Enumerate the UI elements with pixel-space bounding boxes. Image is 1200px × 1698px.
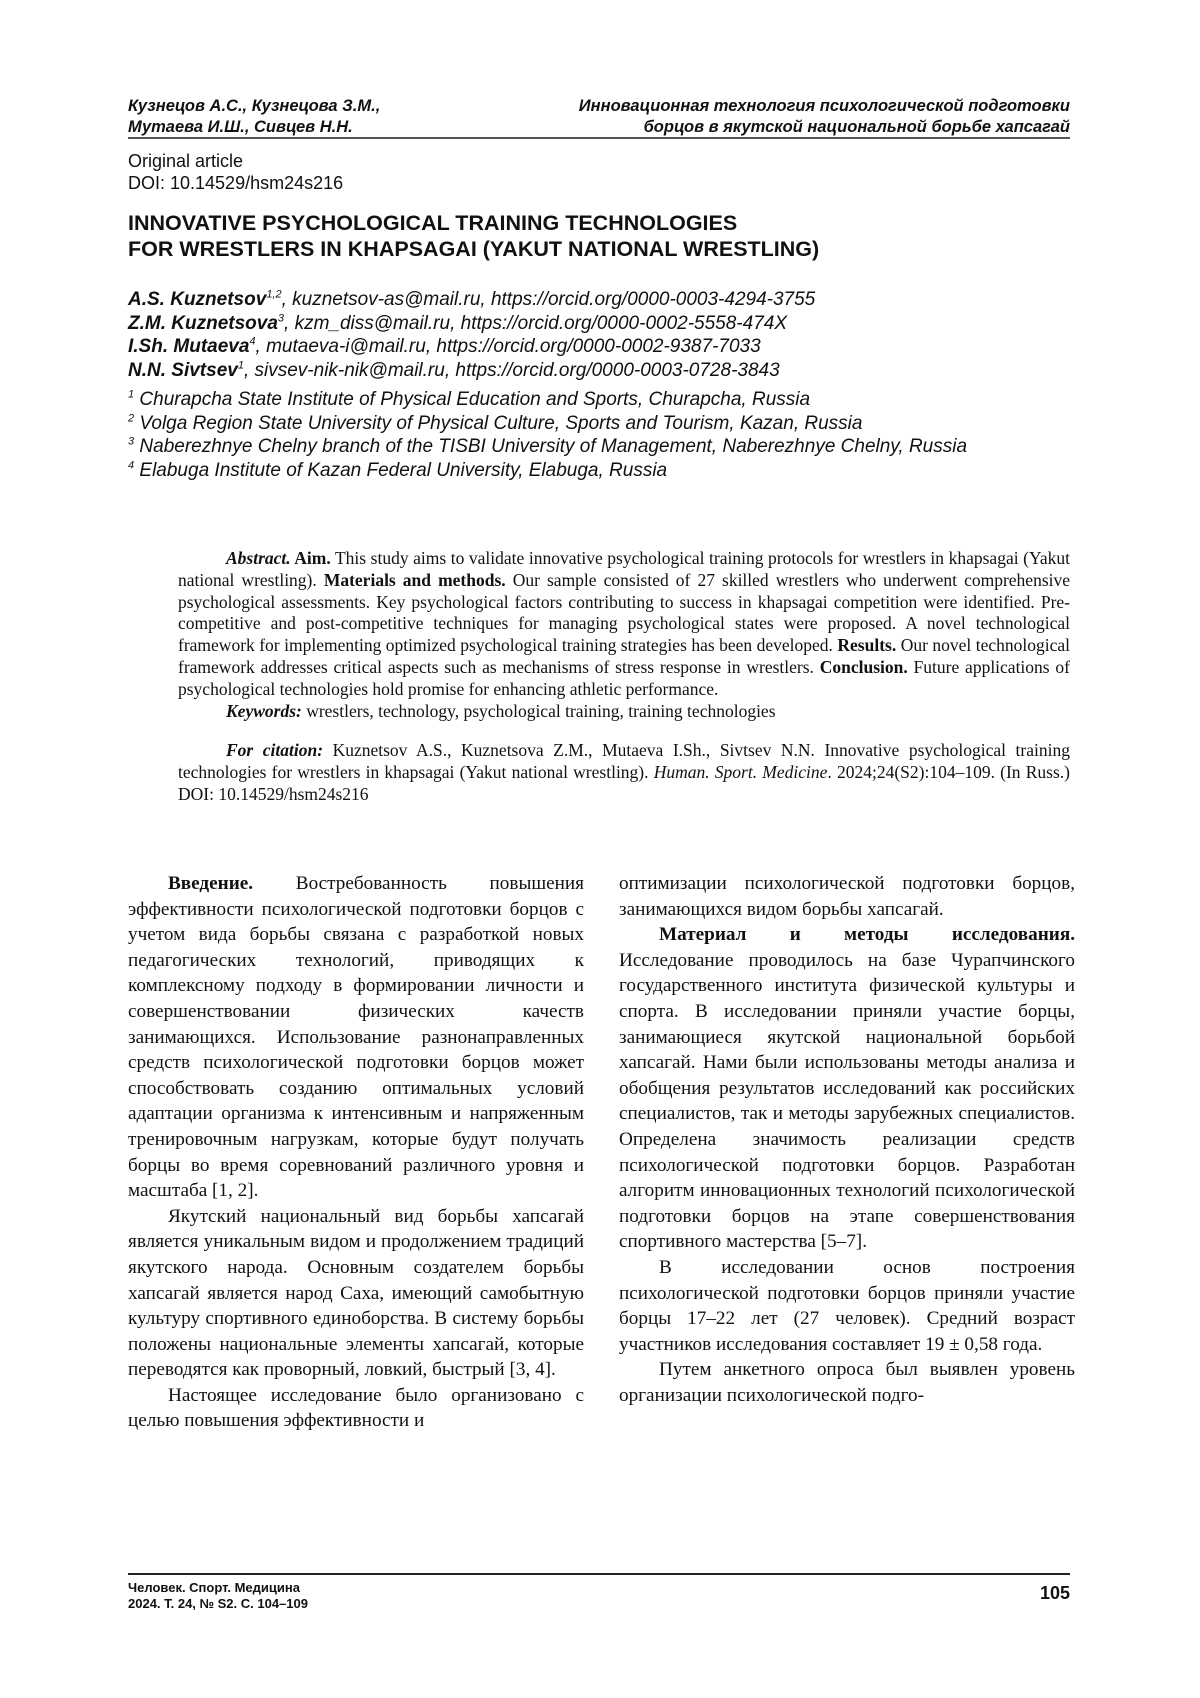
header-line: Кузнецов А.С., Кузнецова З.М.,: [128, 96, 380, 117]
affiliation-num: 1: [128, 389, 134, 401]
abstract-label: Abstract.: [226, 548, 291, 568]
citation-text: Kuznetsov A.S., Kuznetsova Z.M., Mutaeva I.Sh., Sivtsev N.N. Innovative psychological training technologies for wrestlers in khapsagai (Yakut national wrestling).: [178, 740, 1070, 782]
header-line: борцов в якутской национальной борьбе хапсагай: [579, 117, 1070, 138]
title-line: INNOVATIVE PSYCHOLOGICAL TRAINING TECHNOLOGIES: [128, 210, 819, 236]
paragraph: Настоящее исследование было организовано с целью повышения эффективности и: [128, 1383, 584, 1434]
article-meta: [128, 150, 343, 194]
footer-journal: Человек. Спорт. Медицина: [128, 1580, 308, 1596]
paragraph: В исследовании основ построения психологической подготовки борцов приняли участие борцы 17–22 лет (27 человек). Средний возраст участников исследования составляет 19 ± 0,58 года.: [619, 1255, 1075, 1357]
section-label: Материал и методы исследования.: [659, 924, 1075, 945]
footer-rule: [128, 1573, 1070, 1575]
author-name: A.S. Kuznetsov: [128, 289, 266, 310]
author-entry: [128, 312, 815, 336]
author-details: , kzm_diss@mail.ru, https://orcid.org/0000-0002-5558-474X: [284, 313, 787, 334]
paragraph-text: Исследование проводилось на базе Чурапчинского государственного института физической культуры и спорта. В исследовании приняли участие борцы, занимающиеся якутской национальной борьбой хапсагай. Нами были использованы методы анализа и обобщения результатов исследований как российских специалистов, так и методы зарубежных специалистов. Определена значимость реализации средств психологической подготовки борцов. Разработан алгоритм инновационных технологий психологической подготовки борцов на этапе совершенствования спортивного мастерства [5–7].: [619, 950, 1075, 1253]
author-entry: [128, 359, 815, 383]
keywords-label: Keywords:: [226, 701, 302, 721]
citation: [178, 740, 1070, 805]
article-doi: DOI: 10.14529/hsm24s216: [128, 172, 343, 194]
affiliation: [128, 412, 967, 436]
affiliation-num: 3: [128, 436, 134, 448]
results-text: Our novel technological framework addresses critical aspects such as mechanisms of stress response in wrestlers.: [178, 635, 1070, 677]
affiliation-text: Volga Region State University of Physical Culture, Sports and Tourism, Kazan, Russia: [134, 413, 862, 434]
title-line: FOR WRESTLERS IN KHAPSAGAI (YAKUT NATIONAL WRESTLING): [128, 236, 819, 262]
affiliation: [128, 435, 967, 459]
affiliation-text: Churapcha State Institute of Physical Education and Sports, Churapcha, Russia: [134, 389, 810, 410]
affiliation-text: Elabuga Institute of Kazan Federal University, Elabuga, Russia: [134, 460, 667, 481]
paragraph-methods: [619, 922, 1075, 1255]
author-affil-sup: 1: [238, 359, 244, 371]
paragraph: Якутский национальный вид борьбы хапсагай является уникальным видом и продолжением традиций якутского народа. Основным создателем борьбы хапсагай является народ Саха, имеющий самобытную культуру спортивного единоборства. В систему борьбы положены национальные элементы хапсагай, которые переводятся как проворный, ловкий, быстрый [3, 4].: [128, 1204, 584, 1383]
author-list: [128, 288, 815, 382]
aim-text: This study aims to validate innovative psychological training protocols for wrestlers in khapsagai (Yakut national wrestling).: [178, 548, 1070, 590]
running-header-title: [579, 96, 1070, 138]
abstract-block: [178, 548, 1070, 806]
keywords: [178, 701, 1070, 723]
paragraph-continued: оптимизации психологической подготовки борцов, занимающихся видом борьбы хапсагай.: [619, 871, 1075, 922]
keywords-text: wrestlers, technology, psychological training, training technologies: [302, 701, 776, 721]
author-details: , sivsev-nik-nik@mail.ru, https://orcid.org/0000-0003-0728-3843: [244, 360, 780, 381]
affiliation: [128, 388, 967, 412]
author-details: , kuznetsov-as@mail.ru, https://orcid.org/0000-0003-4294-3755: [282, 289, 816, 310]
section-label: Введение.: [168, 873, 253, 894]
conclusion-label: Conclusion.: [814, 657, 908, 677]
paragraph: Путем анкетного опроса был выявлен уровень организации психологической подго-: [619, 1357, 1075, 1408]
aim-label: Aim.: [291, 548, 331, 568]
author-entry: [128, 288, 815, 312]
article-type: Original article: [128, 150, 343, 172]
body-column-left: [128, 871, 584, 1434]
article-title: [128, 210, 819, 262]
author-affil-sup: 4: [249, 336, 255, 348]
header-line: Инновационная технология психологической подготовки: [579, 96, 1070, 117]
header-rule: [128, 137, 1070, 139]
methods-label: Materials and methods.: [317, 570, 506, 590]
abstract: [178, 548, 1070, 701]
body-column-right: [619, 871, 1075, 1408]
author-affil-sup: 3: [278, 312, 284, 324]
results-label: Results.: [833, 635, 896, 655]
paragraph-text: Востребованность повышения эффективности психологической подготовки борцов с учетом вида борьбы связана с разработкой новых педагогических технологий, приводящих к комплексному подходу в формировании личности и совершенствовании физических качеств занимающихся. Использование разнонаправленных средств психологической подготовки борцов может способствовать созданию оптимальных условий адаптации организма к интенсивным и напряженным тренировочным нагрузкам, которые будут получать борцы во время соревнований различного уровня и масштаба [1, 2].: [128, 873, 584, 1201]
author-name: N.N. Sivtsev: [128, 360, 238, 381]
author-affil-sup: 1,2: [266, 289, 281, 301]
author-name: Z.M. Kuznetsova: [128, 313, 278, 334]
affiliation-num: 4: [128, 459, 134, 471]
citation-label: For citation:: [226, 740, 323, 760]
paragraph-introduction: [128, 871, 584, 1204]
affiliation-num: 2: [128, 412, 134, 424]
author-entry: [128, 335, 815, 359]
page-number: 105: [1040, 1583, 1070, 1604]
footer-issue: 2024. Т. 24, № S2. С. 104–109: [128, 1596, 308, 1612]
citation-journal: Human. Sport. Medicine: [654, 762, 828, 782]
running-header-authors: [128, 96, 380, 138]
footer-journal-info: [128, 1580, 308, 1612]
author-details: , mutaeva-i@mail.ru, https://orcid.org/0000-0002-9387-7033: [256, 336, 761, 357]
affiliation-text: Naberezhnye Chelny branch of the TISBI University of Management, Naberezhnye Chelny, Russia: [134, 436, 967, 457]
header-line: Мутаева И.Ш., Сивцев Н.Н.: [128, 117, 380, 138]
conclusion-text: Future applications of psychological technologies hold promise for enhancing athletic performance.: [178, 657, 1070, 699]
affiliation: [128, 459, 967, 483]
affiliation-list: [128, 388, 967, 482]
author-name: I.Sh. Mutaeva: [128, 336, 249, 357]
methods-text: Our sample consisted of 27 skilled wrestlers who underwent comprehensive psychological assessments. Key psychological factors contributing to success in khapsagai competition were identified. Pre-competitive and post-competitive techniques for managing psychological states were proposed. A novel technological framework for implementing optimized psychological training strategies has been developed.: [178, 570, 1070, 655]
citation-text: . 2024;24(S2):104–109. (In Russ.) DOI: 10.14529/hsm24s216: [178, 762, 1070, 804]
